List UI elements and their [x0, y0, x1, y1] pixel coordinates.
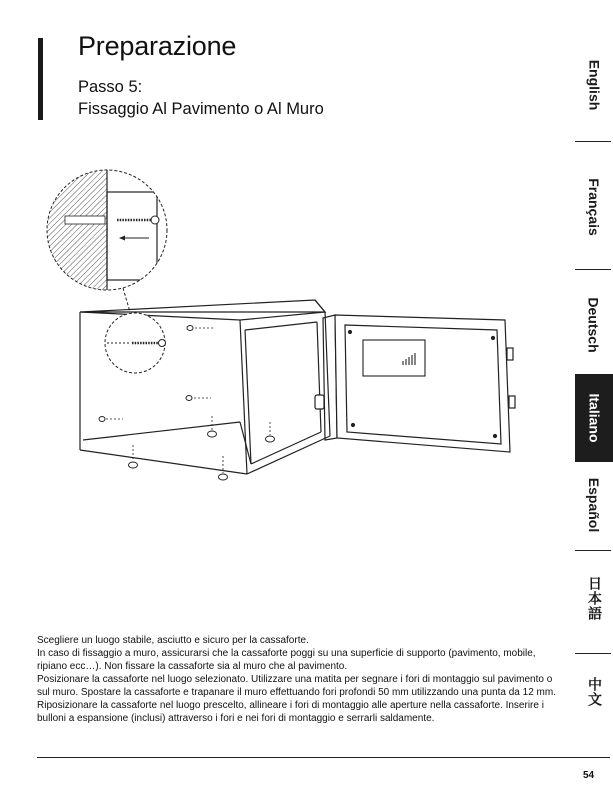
tab-italiano[interactable]	[575, 374, 613, 462]
page-number: 54	[583, 770, 595, 781]
instruction-paragraph: Scegliere un luogo stabile, asciutto e sicuro per la cassaforte.	[37, 635, 309, 646]
safe-door-icon	[315, 315, 515, 452]
tab-label: Español	[586, 477, 602, 533]
tab-japanese[interactable]	[575, 558, 613, 638]
tab-divider	[575, 141, 611, 142]
tab-label: 日本語	[586, 575, 602, 621]
tab-label: 中文	[586, 677, 602, 707]
safe-mounting-illustration	[45, 160, 535, 500]
tab-label: Deutsch	[586, 297, 603, 353]
tab-label: Italiano	[586, 393, 603, 443]
tab-label: English	[586, 59, 602, 111]
page-title: Preparazione	[78, 31, 237, 61]
wall-detail-icon	[45, 160, 167, 300]
section-accent-bar	[38, 38, 43, 120]
tab-espanol[interactable]	[575, 462, 613, 548]
tab-chinese[interactable]	[575, 662, 613, 722]
instruction-paragraph: In caso di fissaggio a muro, assicurarsi che la cassaforte poggi su una superficie di supporto (pavimento, mobile, ripiano ecc…). Non fissare la cassaforte sia al muro che al pavimento.	[37, 648, 536, 672]
footer-divider	[37, 757, 610, 758]
instruction-paragraph: Riposizionare la cassaforte nel luogo prescelto, allineare i fori di montaggio alle aperture nella cassaforte. Inserire i bulloni a espansione (inclusi) attraverso i fori e nei fori di montaggio e serrarli saldamente.	[37, 700, 544, 724]
tab-francais[interactable]	[575, 148, 613, 266]
tab-divider	[575, 550, 611, 551]
tab-divider	[575, 269, 611, 270]
step-subtitle: Fissaggio Al Pavimento o Al Muro	[78, 100, 324, 118]
expansion-bolt-icon	[105, 313, 166, 373]
tab-deutsch[interactable]	[575, 276, 613, 374]
instruction-paragraph: Posizionare la cassaforte nel luogo selezionato. Utilizzare una matita per segnare i fori di montaggio sul pavimento o sul muro. Spostare la cassaforte e trapanare il muro effettuando fori profondi 50 mm utilizzando una punta da 12 mm.	[37, 674, 556, 698]
instructions-text	[37, 634, 567, 725]
tab-divider	[575, 653, 611, 654]
tab-english[interactable]	[575, 40, 613, 130]
tab-label: Français	[586, 178, 602, 236]
step-label: Passo 5:	[78, 78, 143, 96]
